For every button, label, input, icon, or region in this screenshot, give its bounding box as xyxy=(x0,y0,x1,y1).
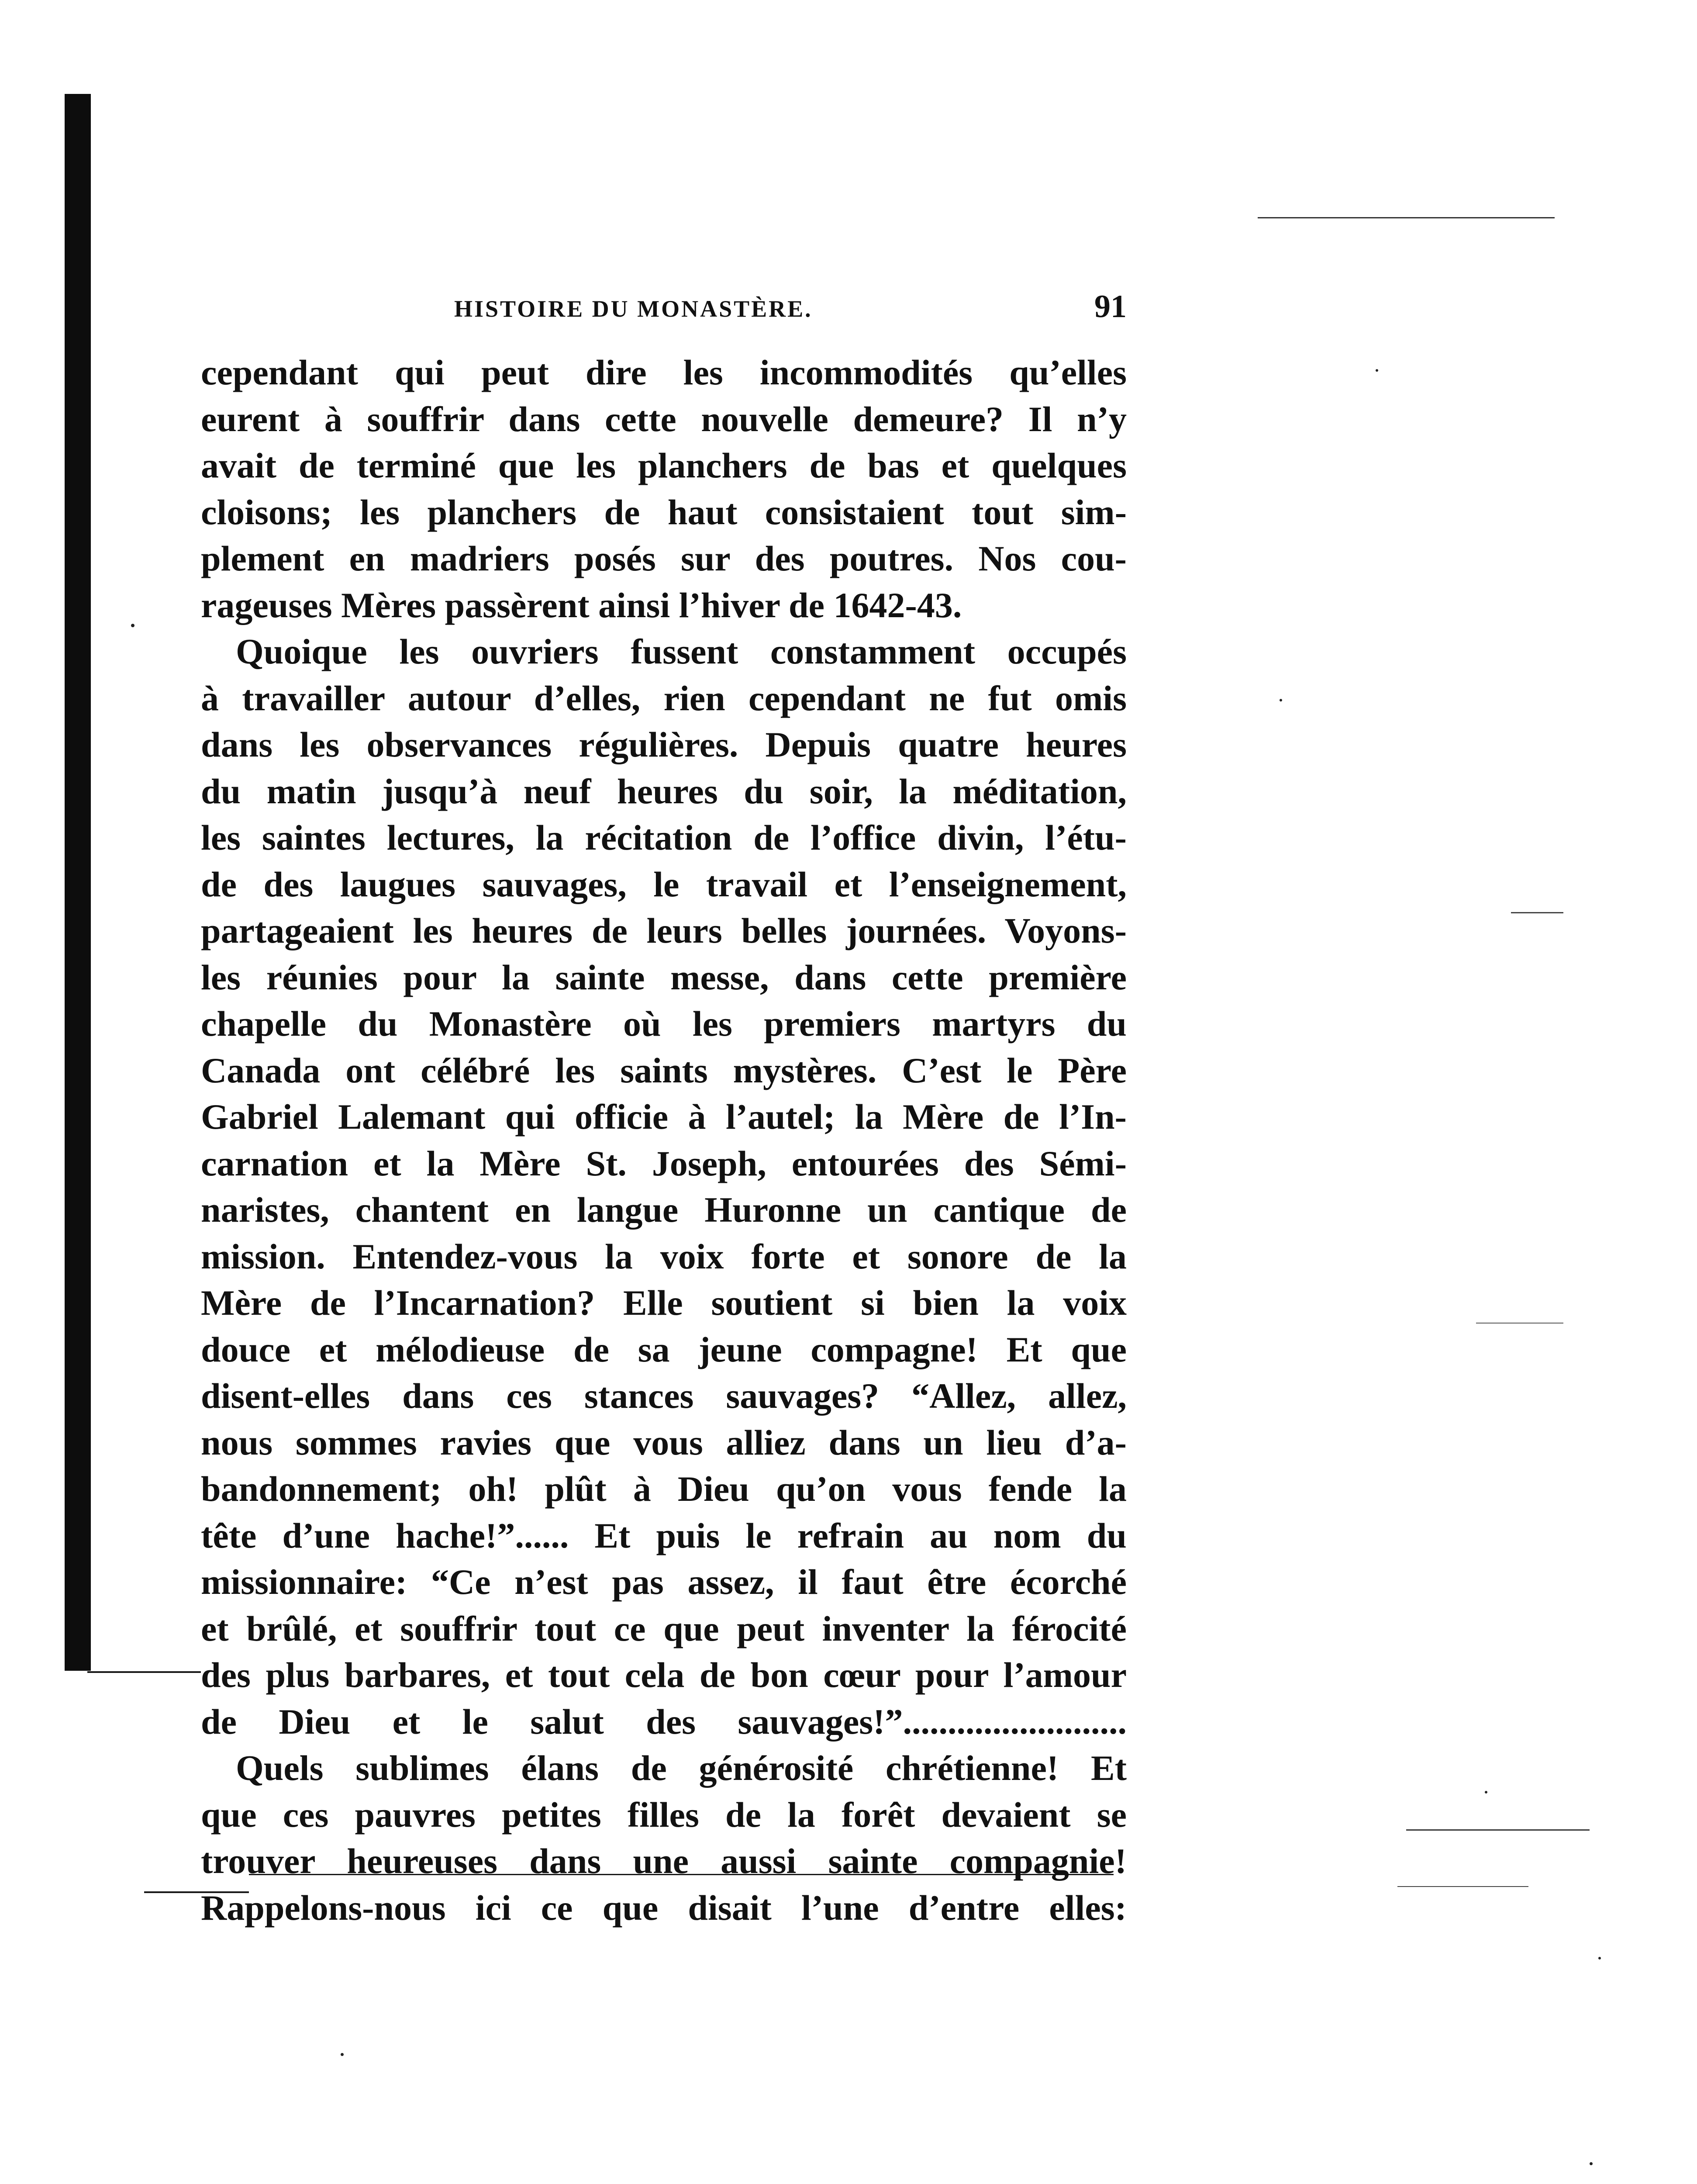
text-line: bandonnement; oh! plût à Dieu qu’on vous fende la xyxy=(201,1469,1127,1509)
text-line: des plus barbares, et tout cela de bon cœur pour l’amour xyxy=(201,1655,1127,1695)
text-line: disent-elles dans ces stances sauvages? “Allez, allez, xyxy=(201,1376,1127,1416)
binding-shadow-bar xyxy=(65,94,91,1671)
text-line: cloisons; les planchers de haut consistaient tout sim- xyxy=(201,492,1127,532)
text-line: Quels sublimes élans de générosité chrétienne! Et xyxy=(236,1748,1127,1788)
margin-rule xyxy=(1406,1829,1590,1831)
text-line: mission. Entendez-vous la voix forte et sonore de la xyxy=(201,1236,1127,1276)
text-line: de Dieu et le salut des sauvages!”......................... xyxy=(201,1701,1127,1742)
text-line: à travailler autour d’elles, rien cependant ne fut omis xyxy=(201,678,1127,718)
text-line: Rappelons-nous ici ce que disait l’une d’entre elles: xyxy=(201,1887,1127,1928)
text-line: eurent à souffrir dans cette nouvelle demeure? Il n’y xyxy=(201,399,1127,439)
text-line: chapelle du Monastère où les premiers martyrs du xyxy=(201,1004,1127,1044)
text-line: les réunies pour la sainte messe, dans cette première xyxy=(201,957,1127,997)
text-line: carnation et la Mère St. Joseph, entourées des Sémi- xyxy=(201,1143,1127,1183)
margin-rule xyxy=(1511,912,1563,913)
text-line: trouver heureuses dans une aussi sainte compagnie! xyxy=(201,1841,1127,1881)
text-line: du matin jusqu’à neuf heures du soir, la méditation, xyxy=(201,771,1127,811)
scan-speck xyxy=(1376,369,1378,372)
text-line: douce et mélodieuse de sa jeune compagne! Et que xyxy=(201,1329,1127,1369)
paragraph-3 xyxy=(201,1745,1127,1931)
text-line: missionnaire: “Ce n’est pas assez, il faut être écorché xyxy=(201,1562,1127,1602)
scan-speck xyxy=(131,624,135,627)
text-line: rageuses Mères passèrent ainsi l’hiver de 1642-43. xyxy=(201,585,962,625)
margin-rule xyxy=(1476,1323,1563,1324)
text-line: plement en madriers posés sur des poutres. Nos cou- xyxy=(201,539,1127,578)
body-text xyxy=(201,349,1127,1931)
paragraph-2 xyxy=(201,629,1127,1745)
margin-rule xyxy=(1397,1886,1528,1887)
text-line: de des laugues sauvages, le travail et l’enseignement, xyxy=(201,864,1127,904)
scan-speck xyxy=(1280,699,1282,702)
text-line: les saintes lectures, la récitation de l’office divin, l’étu- xyxy=(201,818,1127,857)
text-line: Quoique les ouvriers fussent constamment occupés xyxy=(236,632,1127,671)
margin-rule xyxy=(87,1671,201,1673)
text-line: naristes, chantent en langue Huronne un cantique de xyxy=(201,1190,1127,1230)
margin-rule xyxy=(1258,217,1555,218)
text-line: tête d’une hache!”...... Et puis le refrain au nom du xyxy=(201,1515,1127,1555)
paragraph-1 xyxy=(201,349,1127,629)
text-line: dans les observances régulières. Depuis quatre heures xyxy=(201,725,1127,764)
text-line: Canada ont célébré les saints mystères. C’est le Père xyxy=(201,1050,1127,1090)
scan-speck xyxy=(1598,1957,1601,1959)
text-line: cependant qui peut dire les incommodités qu’elles xyxy=(201,352,1127,392)
page-number: 91 xyxy=(1094,289,1127,325)
text-line: que ces pauvres petites filles de la forêt devaient se xyxy=(201,1794,1127,1835)
text-line: nous sommes ravies que vous alliez dans un lieu d’a- xyxy=(201,1422,1127,1462)
text-line: et brûlé, et souffrir tout ce que peut inventer la férocité xyxy=(201,1608,1127,1648)
text-line: partageaient les heures de leurs belles journées. Voyons- xyxy=(201,911,1127,950)
scan-speck xyxy=(1590,2162,1593,2165)
scan-speck xyxy=(341,2053,344,2056)
running-head xyxy=(454,288,1127,328)
running-head-title: HISTOIRE DU MONASTÈRE. xyxy=(454,296,813,322)
text-line: Gabriel Lalemant qui officie à l’autel; la Mère de l’In- xyxy=(201,1097,1127,1137)
text-line: avait de terminé que les planchers de bas et quelques xyxy=(201,446,1127,485)
scan-speck xyxy=(1485,1791,1487,1794)
text-line: Mère de l’Incarnation? Elle soutient si bien la voix xyxy=(201,1283,1127,1323)
